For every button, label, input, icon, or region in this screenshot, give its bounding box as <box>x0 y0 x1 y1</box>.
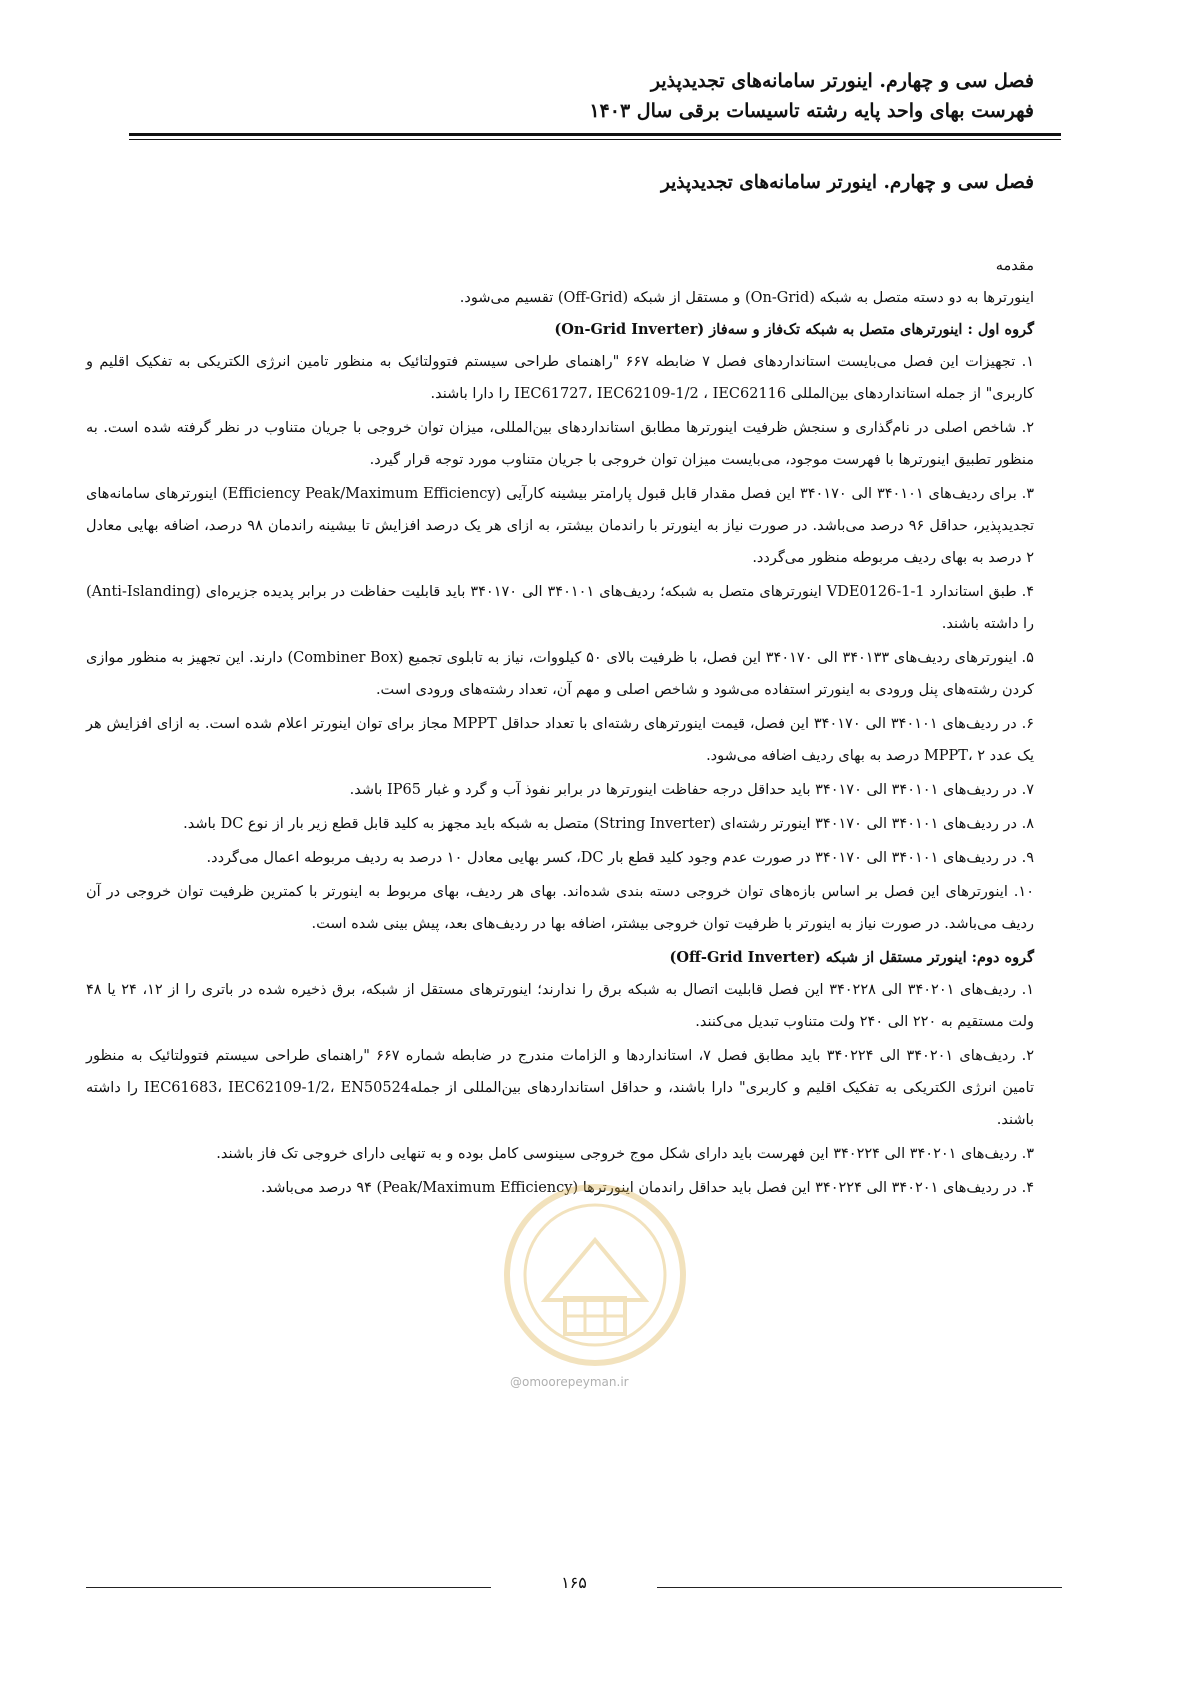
intro-label: مقدمه <box>995 258 1034 274</box>
chapter-title: فصل سی و چهارم. اینورتر سامانه‌های تجدیدپذیر <box>660 172 1034 193</box>
group2-item-3: ۳. ردیف‌های ۳۴۰۲۰۱ الی ۳۴۰۲۲۴ این فهرست باید دارای شکل موج خروجی سینوسی کامل بوده و به تنهایی دارای خروجی تک فاز باشند. <box>216 1146 1034 1162</box>
page-header <box>589 66 1034 126</box>
group1-item-6: ۶. در ردیف‌های ۳۴۰۱۰۱ الی ۳۴۰۱۷۰ این فصل، قیمت اینورترهای رشته‌ای با تعداد حداقل MPPT مجاز برای توان اینورتر اعلام شده است. به ازای افزایش هر یک عدد MPPT، ۲ درصد به بهای ردیف اضافه می‌شود. <box>86 716 1034 764</box>
group1-item-9: ۹. در ردیف‌های ۳۴۰۱۰۱ الی ۳۴۰۱۷۰ در صورت عدم وجود کلید قطع بار DC، کسر بهایی معادل ۱۰ درصد به ردیف مربوطه اعمال می‌گردد. <box>206 850 1034 866</box>
group2-item-1: ۱. ردیف‌های ۳۴۰۲۰۱ الی ۳۴۰۲۲۸ این فصل قابلیت اتصال به شبکه برق را ندارند؛ اینورترهای مستقل از شبکه، برق ذخیره شده در باتری را از ۱۲، ۲۴ یا ۴۸ ولت مستقیم به ۲۲۰ الی ۲۴۰ ولت متناوب تبدیل می‌کنند. <box>86 982 1034 1030</box>
group1-item-3: ۳. برای ردیف‌های ۳۴۰۱۰۱ الی ۳۴۰۱۷۰ این فصل مقدار قابل قبول پارامتر بیشینه کارآیی (Efficiency Peak/Maximum Efficiency) اینورترهای سامانه‌های تجدیدپذیر، حداقل ۹۶ درصد می‌باشد. در صورت نیاز به اینورتر با راندمان بیشتر، به ازای هر یک درصد افزایش تا بیشینه راندمان ۹۸ درصد، اضافه بهایی معادل ۲ درصد به بهای ردیف مربوطه منظور می‌گردد. <box>86 486 1034 566</box>
header-price-list-title: فهرست بهای واحد پایه رشته تاسیسات برقی سال ۱۴۰۳ <box>589 100 1034 122</box>
group2-item-4: ۴. در ردیف‌های ۳۴۰۲۰۱ الی ۳۴۰۲۲۴ این فصل باید حداقل راندمان اینورترها (Peak/Maximum Efficiency) ۹۴ درصد می‌باشد. <box>261 1180 1034 1196</box>
header-rule-thick <box>129 133 1061 136</box>
watermark-text: @omoorepeyman.ir <box>510 1375 629 1389</box>
group1-item-7: ۷. در ردیف‌های ۳۴۰۱۰۱ الی ۳۴۰۱۷۰ باید حداقل درجه حفاظت اینورترها در برابر نفوذ آب و گرد و غبار IP65 باشد. <box>349 782 1034 798</box>
group2-heading: گروه دوم: اینورتر مستقل از شبکه (Off-Grid Inverter) <box>669 949 1034 966</box>
group1-item-2: ۲. شاخص اصلی در نام‌گذاری و سنجش ظرفیت اینورترها مطابق استانداردهای بین‌المللی، میزان توان خروجی با جریان متناوب در نظر گرفته شده است. به منظور تطبیق اینورترها با فهرست موجود، می‌بایست میزان توان خروجی با جریان متناوب مورد توجه قرار گیرد. <box>86 420 1034 468</box>
group1-item-4: ۴. طبق استاندارد VDE0126-1-1 اینورترهای متصل به شبکه؛ ردیف‌های ۳۴۰۱۰۱ الی ۳۴۰۱۷۰ باید قابلیت حفاظت در برابر پدیده جزیره‌ای (Anti-Islanding) را داشته باشند. <box>86 584 1034 632</box>
group2-item-2: ۲. ردیف‌های ۳۴۰۲۰۱ الی ۳۴۰۲۲۴ باید مطابق فصل ۷، استانداردها و الزامات مندرج در ضابطه شماره ۶۶۷ "راهنمای طراحی سیستم فتوولتائیک به منظور تامین انرژی الکتریکی به تفکیک اقلیم و کاربری" دارا باشند، و حداقل استانداردهای بین‌المللی از جملهIEC61683، IEC62109-1/2، EN50524 را داشته باشند. <box>86 1048 1035 1128</box>
group1-item-8: ۸. در ردیف‌های ۳۴۰۱۰۱ الی ۳۴۰۱۷۰ اینورتر رشته‌ای (String Inverter) متصل به شبکه باید مجهز به کلید قابل قطع زیر بار از نوع DC باشد. <box>183 816 1034 832</box>
watermark-logo-icon <box>500 1180 690 1370</box>
intro-text: اینورترها به دو دسته متصل به شبکه (On-Grid) و مستقل از شبکه (Off-Grid) تقسیم می‌شود. <box>459 290 1034 306</box>
header-chapter-title: فصل سی و چهارم. اینورتر سامانه‌های تجدیدپذیر <box>650 70 1034 92</box>
group1-item-1: ۱. تجهیزات این فصل می‌بایست استانداردهای فصل ۷ ضابطه ۶۶۷ "راهنمای طراحی سیستم فتوولتائیک به منظور تامین انرژی الکتریکی به تفکیک اقلیم و کاربری" از جمله استانداردهای بین‌المللی IEC61727، IEC62109-1/2 ، IEC62116 را دارا باشند. <box>86 354 1034 402</box>
group1-item-10: ۱۰. اینورترهای این فصل بر اساس بازه‌های توان خروجی دسته بندی شده‌اند. بهای هر ردیف، بهای مربوط به اینورتر با کمترین ظرفیت توان خروجی در آن ردیف می‌باشد. در صورت نیاز به اینورتر با ظرفیت توان خروجی بیشتر، اضافه بها در ردیف‌های بعد، پیش بینی شده است. <box>86 884 1034 932</box>
group1-item-5: ۵. اینورترهای ردیف‌های ۳۴۰۱۳۳ الی ۳۴۰۱۷۰ این فصل، با ظرفیت بالای ۵۰ کیلووات، نیاز به تابلوی تجمیع (Combiner Box) دارند. این تجهیز به منظور موازی کردن رشته‌های پنل ورودی به اینورتر استفاده می‌شود و شاخص اصلی و مهم آن، تعداد رشته‌های ورودی است. <box>86 650 1034 698</box>
page-number: ۱۶۵ <box>561 1573 587 1592</box>
footer-rule-right <box>657 1587 1062 1588</box>
document-body <box>86 250 1034 1206</box>
group1-heading: گروه اول : اینورترهای متصل به شبکه تک‌فاز و سه‌فاز (On-Grid Inverter) <box>554 321 1034 338</box>
header-rule-thin <box>129 139 1061 140</box>
page-footer <box>86 1571 1062 1601</box>
